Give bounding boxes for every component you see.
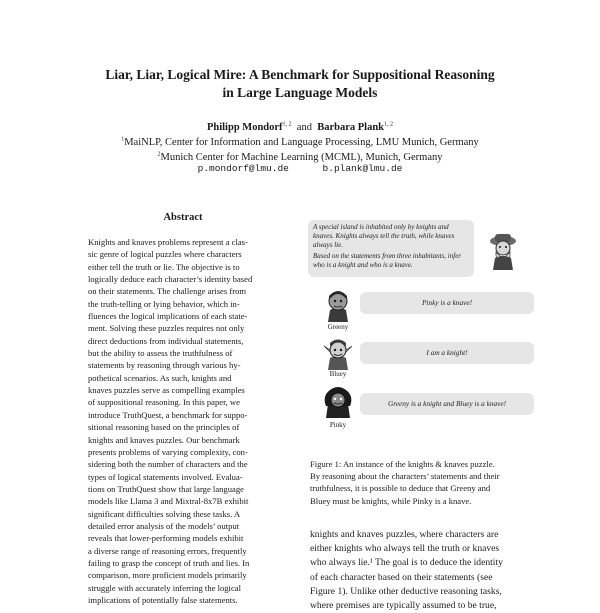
narrator-bubble <box>308 220 474 277</box>
author-2: Barbara Plank <box>317 122 385 133</box>
text-line: Figure 1: An instance of the knights & knaves puzzle. <box>310 459 495 469</box>
text-line: knights and knaves puzzles. Our benchmark <box>88 434 240 445</box>
text-line: but the ability to assess the truthfulness of <box>88 348 233 359</box>
text-line: types of logical statements involved. Evalua- <box>88 471 243 482</box>
paper-title <box>40 66 560 102</box>
title-line-1: Liar, Liar, Logical Mire: A Benchmark for Suppositional Reasoning <box>105 67 495 82</box>
text-line: Knights and knaves problems represent a clas- <box>88 237 248 247</box>
greeny-avatar-icon <box>322 288 354 322</box>
narrator-avatar-icon <box>486 232 520 270</box>
text-line: ment. Solving these puzzles requires not only <box>88 323 245 334</box>
text-line: knaves puzzles serve as compelling examples <box>88 385 245 396</box>
emails <box>40 163 560 174</box>
figure-1 <box>308 218 534 438</box>
text-line: By reasoning about the characters’ statements and their <box>310 471 500 482</box>
text-line: on their statements. The challenge arises from <box>88 286 247 297</box>
text-line: truthfulness, it is possible to deduce that Greeny and <box>310 483 491 494</box>
narrator-text-2: Based on the statements from three inhabitants, infer who is a knight and who is a knave. <box>313 252 462 269</box>
text-line: fluences the logical implications of each state- <box>88 311 248 322</box>
character-name: Greeny <box>327 323 349 331</box>
statement-bubble: Pinky is a knave! <box>360 292 534 314</box>
text-line: reveals that lower-performing models exhibit <box>88 533 244 544</box>
email-2: b.plank@lmu.de <box>322 163 403 174</box>
text-line: significant difficulties solving these tasks. A <box>88 508 241 519</box>
text-line: pothetical scenarios. As such, knights and <box>88 372 232 383</box>
text-line: sidering both the number of characters and the <box>88 459 248 470</box>
text-line: struggle with accurately inferring the logical <box>88 582 241 593</box>
author-and: and <box>296 122 312 133</box>
pinky-avatar-icon <box>322 384 354 418</box>
email-1: p.mondorf@lmu.de <box>197 163 289 174</box>
text-line: statements by reasoning through various hy- <box>88 360 241 371</box>
character-name: Pinky <box>329 421 347 429</box>
text-line: where premises are typically assumed to be true, <box>310 600 497 612</box>
title-line-2: in Large Language Models <box>222 85 378 100</box>
text-line: either tell the truth or lie. The objective is to <box>88 261 240 272</box>
text-line: of each character based on their statements (see <box>310 571 493 583</box>
text-line: introduce TruthQuest, a benchmark for suppo- <box>88 409 248 420</box>
text-line: logically deduce each character’s identity based <box>88 274 253 285</box>
bluey-avatar-icon <box>322 336 354 370</box>
text-line: presents problems of varying complexity, con- <box>88 446 248 457</box>
intro-body-text <box>310 528 534 613</box>
text-line: the truth-telling or lying behavior, which in- <box>88 298 240 309</box>
text-line: either knights who always tell the truth or knaves <box>310 543 500 555</box>
text-line: Figure 1). Unlike other deductive reasoning tasks, <box>310 585 502 597</box>
authors-block <box>40 120 560 165</box>
figure-caption <box>310 458 534 507</box>
text-line: direct deductions from individual statements, <box>88 335 244 346</box>
author-line <box>40 120 560 135</box>
text-line: sitional reasoning based on the principles of <box>88 422 240 433</box>
author-1: Philipp Mondorf <box>206 122 283 133</box>
affiliation-2: $^2$Munich Center for Machine Learning (MCML), Munich, Germany <box>157 151 443 163</box>
text-line: sic genre of logical puzzles where characters <box>88 249 242 260</box>
affiliation-1: $^1$MaiNLP, Center for Information and Language Processing, LMU Munich, Germany <box>121 136 479 148</box>
text-line: who always lie.¹ The goal is to deduce the identity <box>310 557 503 569</box>
text-line: of suppositional reasoning. In this paper, we <box>88 397 240 408</box>
text-line: Bluey must be knights, while Pinky is a knave. <box>310 495 472 506</box>
abstract-heading: Abstract <box>163 212 203 223</box>
author-2-affil: 1, 2 <box>384 121 394 128</box>
author-1-affil: 1, 2 <box>282 121 292 128</box>
statement-bubble: Greeny is a knight and Bluey is a knave! <box>360 393 534 415</box>
text-line: knights and knaves puzzles, where characters are <box>310 529 499 540</box>
text-line: comparison, more proficient models primarily <box>88 570 247 581</box>
text-line: models like Llama 3 and Mixtral-8x7B exhibit <box>88 496 249 507</box>
statement-bubble: I am a knight! <box>360 342 534 364</box>
text-line: tions on TruthQuest show that large language <box>88 483 244 494</box>
text-line: failing to grasp the concept of truth and lies. In <box>88 557 250 568</box>
text-line: a diverse range of reasoning errors, frequently <box>88 545 247 556</box>
abstract-body <box>88 236 278 606</box>
text-line: detailed error analysis of the models’ output <box>88 520 240 531</box>
character-name: Bluey <box>329 370 347 378</box>
text-line: implications of potentially false statements. <box>88 594 238 605</box>
narrator-text-1: A special island is inhabited only by knights and knaves. Knights always tell the truth, while knaves always lie. <box>313 223 455 249</box>
